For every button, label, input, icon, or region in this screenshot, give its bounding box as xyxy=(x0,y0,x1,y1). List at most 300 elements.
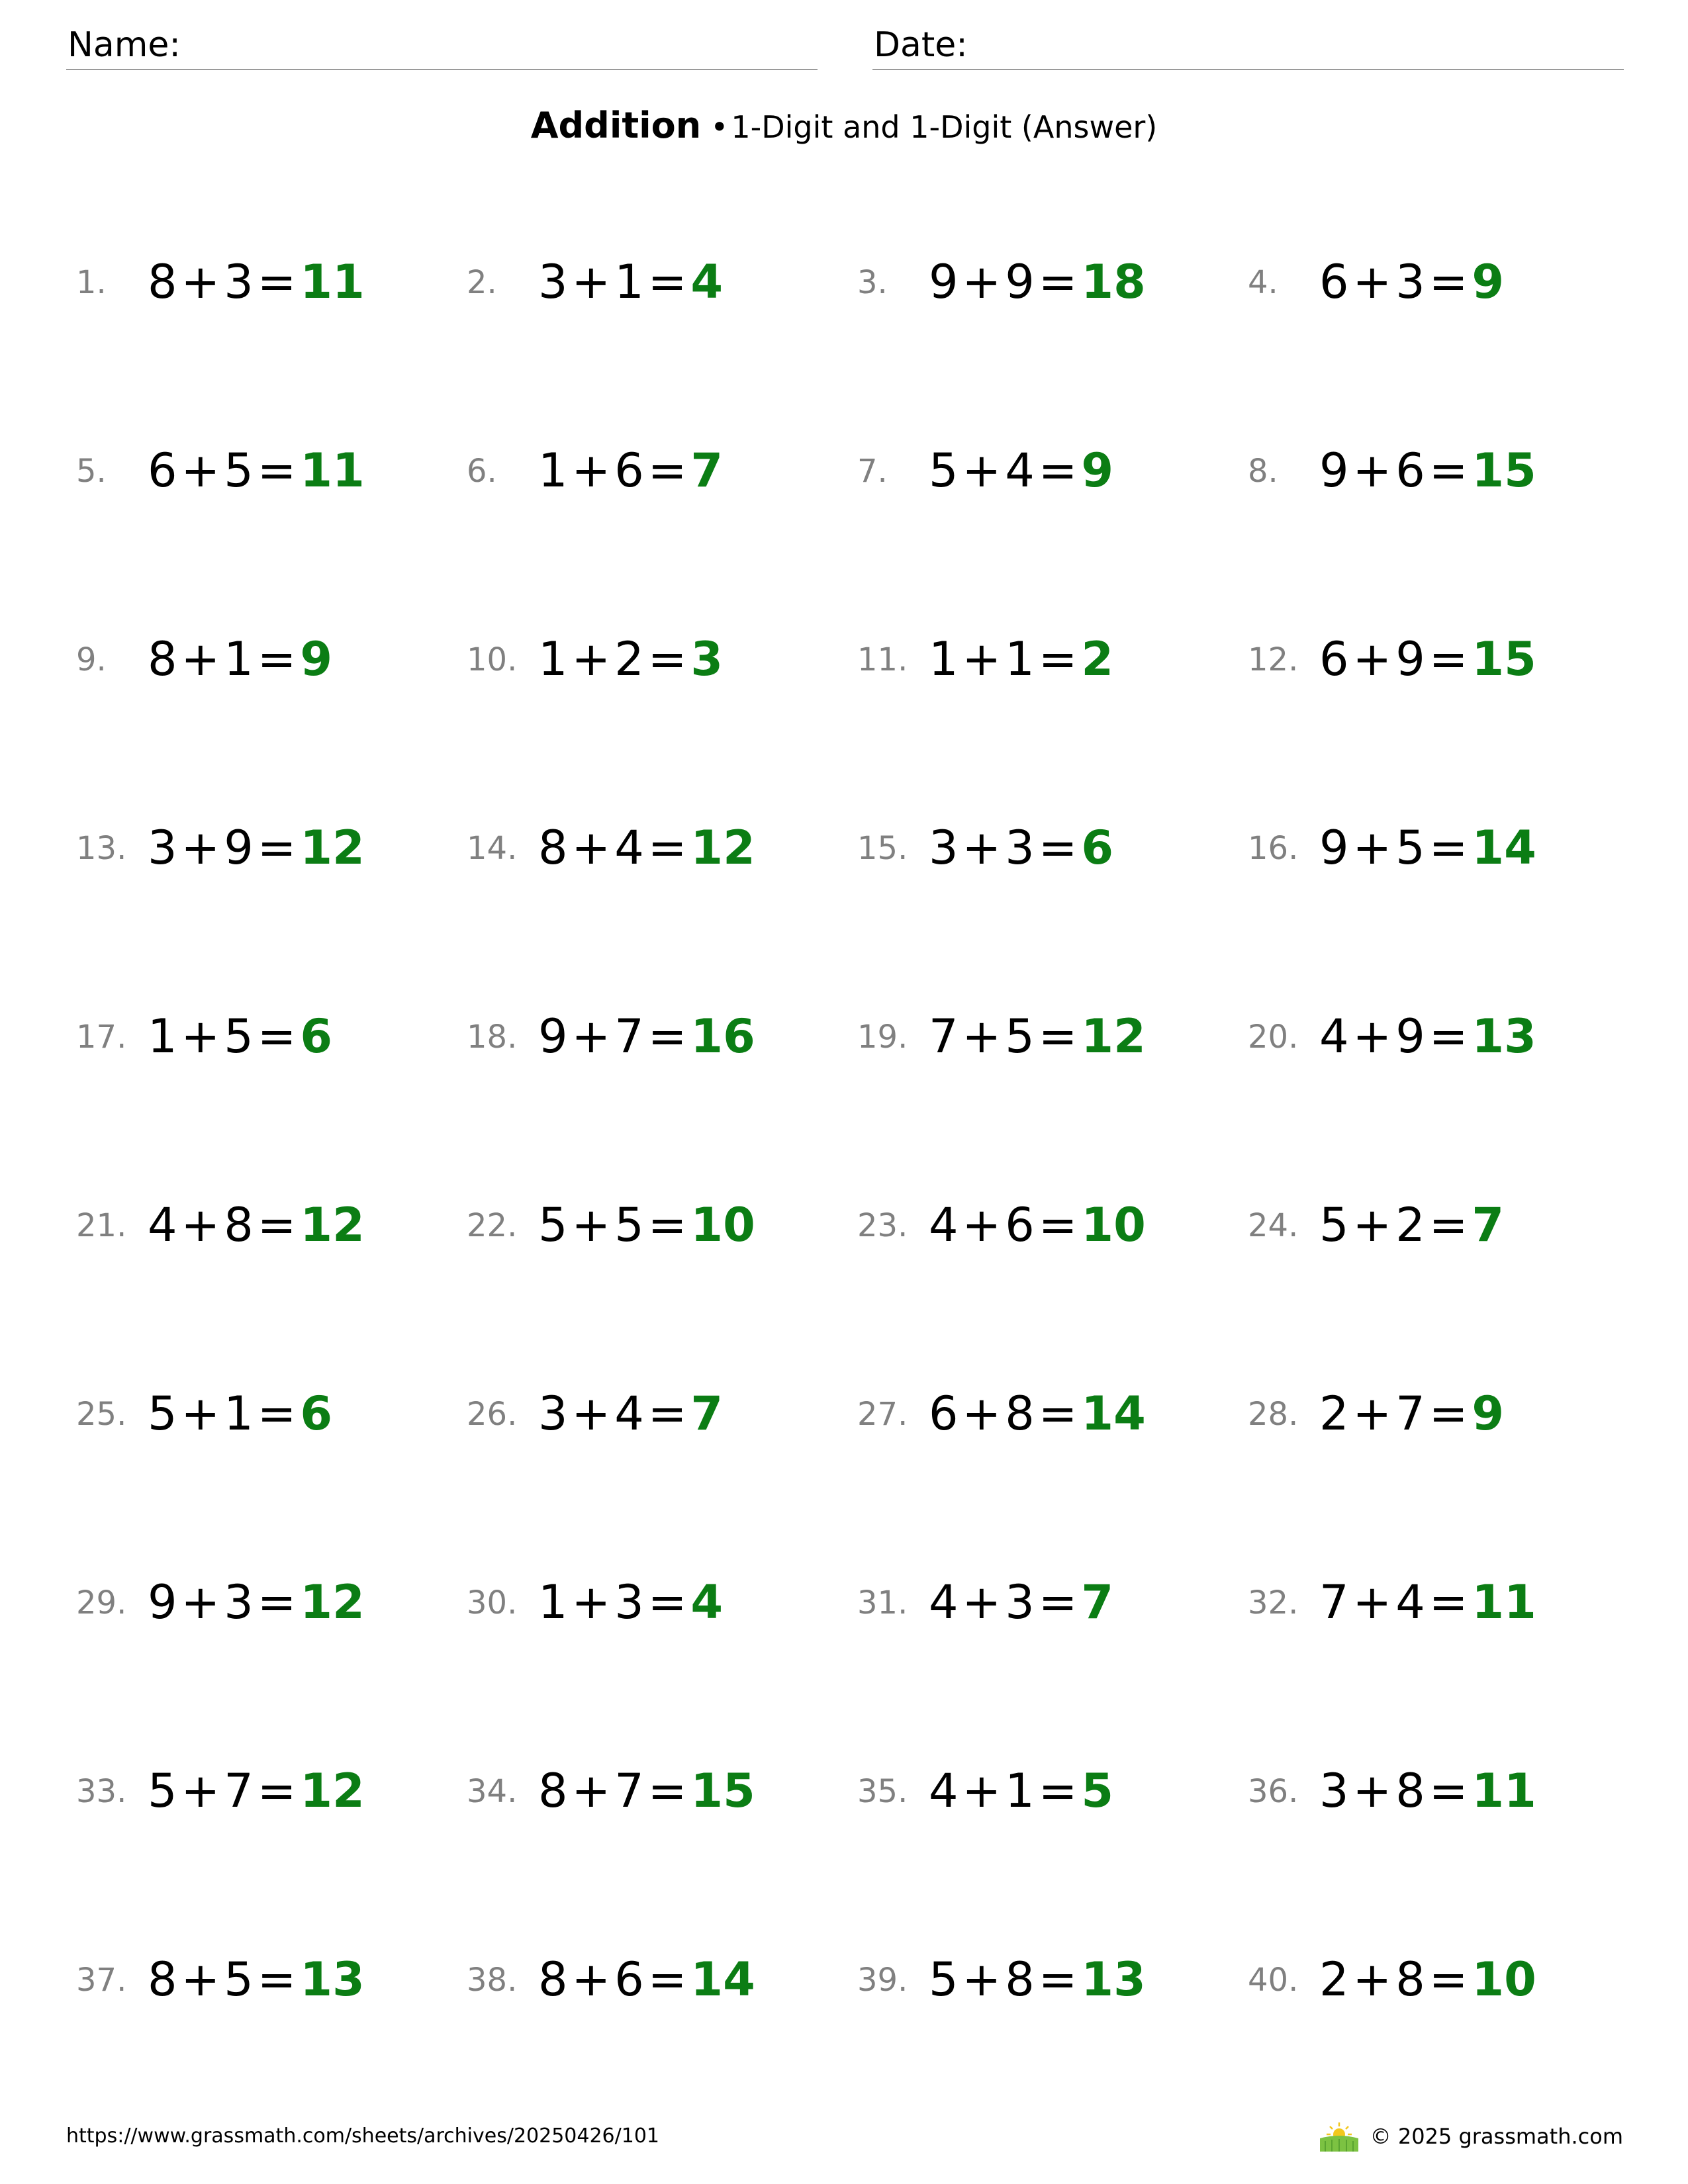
problem-number: 16. xyxy=(1248,830,1299,867)
problem-item xyxy=(857,430,1248,503)
problem-number: 31. xyxy=(857,1584,908,1621)
problem-number: 21. xyxy=(76,1207,127,1244)
problem-expression xyxy=(929,1575,1113,1629)
problem-item xyxy=(1248,1185,1638,1257)
problem-item xyxy=(76,996,467,1069)
problem-expression xyxy=(929,1952,1146,2007)
answer: 16 xyxy=(690,1009,755,1064)
addend-a: 1 xyxy=(929,632,959,686)
plus-sign: + xyxy=(962,1764,1002,1818)
problem-number: 5. xyxy=(76,453,107,490)
addend-b: 7 xyxy=(614,1764,644,1818)
equals-sign: = xyxy=(647,1575,687,1629)
plus-sign: + xyxy=(1352,1198,1392,1252)
equals-sign: = xyxy=(647,632,687,686)
problem-grid xyxy=(76,242,1638,2128)
equals-sign: = xyxy=(647,1198,687,1252)
equals-sign: = xyxy=(1429,821,1468,875)
addend-a: 9 xyxy=(1319,821,1349,875)
equals-sign: = xyxy=(1429,1009,1468,1064)
answer: 12 xyxy=(300,1764,365,1818)
footer-branding xyxy=(1317,2118,1623,2155)
answer: 7 xyxy=(1472,1198,1505,1252)
addend-a: 3 xyxy=(538,255,568,309)
answer: 9 xyxy=(1081,443,1114,498)
problem-expression xyxy=(1319,1198,1504,1252)
problem-number: 13. xyxy=(76,830,127,867)
plus-sign: + xyxy=(962,632,1002,686)
problem-number: 29. xyxy=(76,1584,127,1621)
addend-b: 4 xyxy=(1005,443,1035,498)
equals-sign: = xyxy=(1429,632,1468,686)
plus-sign: + xyxy=(181,1764,220,1818)
title-separator: • xyxy=(710,109,729,145)
answer: 3 xyxy=(690,632,724,686)
addend-b: 1 xyxy=(1005,632,1035,686)
plus-sign: + xyxy=(1352,1952,1392,2007)
equals-sign: = xyxy=(1429,1575,1468,1629)
problem-item xyxy=(76,1562,467,1635)
addend-b: 9 xyxy=(1395,632,1425,686)
problem-item xyxy=(76,1939,467,2012)
problem-expression xyxy=(538,1009,755,1064)
answer: 9 xyxy=(300,632,333,686)
addend-b: 3 xyxy=(224,1575,254,1629)
problem-expression xyxy=(1319,1952,1536,2007)
problem-number: 7. xyxy=(857,453,888,490)
plus-sign: + xyxy=(962,1009,1002,1064)
addend-b: 4 xyxy=(614,1387,644,1441)
problem-expression xyxy=(929,1764,1113,1818)
addend-a: 5 xyxy=(1319,1198,1349,1252)
problem-item xyxy=(857,242,1248,314)
addend-b: 5 xyxy=(224,1952,254,2007)
addend-a: 2 xyxy=(1319,1387,1349,1441)
problem-item xyxy=(467,1185,857,1257)
footer-url: https://www.grassmath.com/sheets/archives/20250426/101 xyxy=(66,2124,660,2148)
problem-item xyxy=(1248,1562,1638,1635)
problem-expression xyxy=(538,1198,755,1252)
problem-number: 8. xyxy=(1248,453,1278,490)
problem-item xyxy=(76,1185,467,1257)
addend-b: 8 xyxy=(1395,1952,1425,2007)
problem-number: 36. xyxy=(1248,1773,1299,1810)
addend-b: 5 xyxy=(614,1198,644,1252)
equals-sign: = xyxy=(1038,1575,1078,1629)
equals-sign: = xyxy=(1038,1198,1078,1252)
answer: 9 xyxy=(1472,255,1505,309)
problem-number: 24. xyxy=(1248,1207,1299,1244)
problem-number: 10. xyxy=(467,641,518,678)
equals-sign: = xyxy=(647,821,687,875)
answer: 6 xyxy=(1081,821,1114,875)
answer: 7 xyxy=(690,1387,724,1441)
addend-b: 2 xyxy=(614,632,644,686)
equals-sign: = xyxy=(1038,1009,1078,1064)
equals-sign: = xyxy=(1429,255,1468,309)
addend-b: 6 xyxy=(1005,1198,1035,1252)
problem-item xyxy=(76,807,467,880)
problem-expression xyxy=(538,1764,755,1818)
problem-number: 2. xyxy=(467,264,497,301)
problem-item xyxy=(857,996,1248,1069)
plus-sign: + xyxy=(571,1575,611,1629)
answer: 14 xyxy=(1081,1387,1146,1441)
answer: 4 xyxy=(690,1575,724,1629)
answer: 12 xyxy=(300,821,365,875)
problem-number: 22. xyxy=(467,1207,518,1244)
addend-a: 6 xyxy=(1319,632,1349,686)
addend-a: 3 xyxy=(148,821,177,875)
addend-b: 6 xyxy=(614,1952,644,2007)
worksheet-title xyxy=(0,105,1688,146)
problem-expression xyxy=(148,443,365,498)
addend-a: 8 xyxy=(538,821,568,875)
addend-a: 1 xyxy=(538,443,568,498)
problem-expression xyxy=(1319,821,1536,875)
answer: 14 xyxy=(690,1952,755,2007)
problem-item xyxy=(1248,1373,1638,1446)
problem-item xyxy=(467,430,857,503)
problem-number: 3. xyxy=(857,264,888,301)
plus-sign: + xyxy=(181,821,220,875)
plus-sign: + xyxy=(1352,632,1392,686)
problem-item xyxy=(76,430,467,503)
plus-sign: + xyxy=(962,1575,1002,1629)
plus-sign: + xyxy=(181,632,220,686)
problem-expression xyxy=(538,1952,755,2007)
answer: 15 xyxy=(1472,443,1536,498)
addend-b: 6 xyxy=(614,443,644,498)
plus-sign: + xyxy=(571,632,611,686)
addend-a: 8 xyxy=(148,632,177,686)
problem-number: 14. xyxy=(467,830,518,867)
equals-sign: = xyxy=(647,1009,687,1064)
plus-sign: + xyxy=(571,1764,611,1818)
equals-sign: = xyxy=(1429,1198,1468,1252)
problem-item xyxy=(76,242,467,314)
addend-a: 5 xyxy=(148,1387,177,1441)
problem-item xyxy=(467,807,857,880)
addend-a: 3 xyxy=(538,1387,568,1441)
title-subtitle: 1-Digit and 1-Digit (Answer) xyxy=(731,109,1158,145)
addend-b: 5 xyxy=(224,1009,254,1064)
equals-sign: = xyxy=(647,255,687,309)
plus-sign: + xyxy=(571,1009,611,1064)
plus-sign: + xyxy=(1352,1575,1392,1629)
problem-expression xyxy=(148,821,365,875)
problem-number: 20. xyxy=(1248,1019,1299,1056)
problem-item xyxy=(857,1751,1248,1823)
answer: 7 xyxy=(690,443,724,498)
problem-number: 11. xyxy=(857,641,908,678)
problem-number: 17. xyxy=(76,1019,127,1056)
addend-b: 5 xyxy=(1005,1009,1035,1064)
problem-item xyxy=(467,242,857,314)
problem-number: 12. xyxy=(1248,641,1299,678)
equals-sign: = xyxy=(1429,1952,1468,2007)
addend-a: 9 xyxy=(148,1575,177,1629)
answer: 13 xyxy=(300,1952,365,2007)
addend-a: 5 xyxy=(148,1764,177,1818)
addend-a: 6 xyxy=(929,1387,959,1441)
equals-sign: = xyxy=(1038,821,1078,875)
problem-item xyxy=(857,619,1248,692)
addend-a: 6 xyxy=(148,443,177,498)
addend-a: 8 xyxy=(148,1952,177,2007)
addend-a: 8 xyxy=(148,255,177,309)
problem-expression xyxy=(1319,632,1536,686)
addend-a: 5 xyxy=(538,1198,568,1252)
addend-a: 8 xyxy=(538,1952,568,2007)
problem-item xyxy=(1248,1751,1638,1823)
equals-sign: = xyxy=(257,821,297,875)
problem-item xyxy=(857,1939,1248,2012)
problem-number: 37. xyxy=(76,1962,127,1999)
problem-number: 39. xyxy=(857,1962,908,1999)
addend-b: 9 xyxy=(1395,1009,1425,1064)
answer: 10 xyxy=(1081,1198,1146,1252)
plus-sign: + xyxy=(181,255,220,309)
plus-sign: + xyxy=(962,1198,1002,1252)
equals-sign: = xyxy=(257,1198,297,1252)
answer: 12 xyxy=(300,1575,365,1629)
problem-number: 33. xyxy=(76,1773,127,1810)
answer: 13 xyxy=(1081,1952,1146,2007)
problem-item xyxy=(857,1185,1248,1257)
plus-sign: + xyxy=(571,1387,611,1441)
addend-b: 8 xyxy=(224,1198,254,1252)
equals-sign: = xyxy=(647,1952,687,2007)
answer: 5 xyxy=(1081,1764,1114,1818)
answer: 12 xyxy=(300,1198,365,1252)
plus-sign: + xyxy=(962,1387,1002,1441)
addend-a: 5 xyxy=(929,443,959,498)
addend-a: 9 xyxy=(1319,443,1349,498)
problem-expression xyxy=(929,632,1113,686)
answer: 9 xyxy=(1472,1387,1505,1441)
problem-expression xyxy=(538,443,723,498)
addend-b: 1 xyxy=(1005,1764,1035,1818)
answer: 7 xyxy=(1081,1575,1114,1629)
plus-sign: + xyxy=(181,443,220,498)
problem-expression xyxy=(1319,255,1504,309)
problem-expression xyxy=(929,255,1146,309)
equals-sign: = xyxy=(257,1952,297,2007)
addend-a: 7 xyxy=(1319,1575,1349,1629)
problem-expression xyxy=(148,1764,365,1818)
addend-b: 8 xyxy=(1005,1952,1035,2007)
plus-sign: + xyxy=(181,1198,220,1252)
problem-item xyxy=(1248,430,1638,503)
plus-sign: + xyxy=(571,443,611,498)
problem-expression xyxy=(1319,1387,1504,1441)
problem-item xyxy=(76,619,467,692)
plus-sign: + xyxy=(1352,1387,1392,1441)
plus-sign: + xyxy=(181,1387,220,1441)
plus-sign: + xyxy=(1352,443,1392,498)
addend-a: 9 xyxy=(929,255,959,309)
problem-item xyxy=(467,996,857,1069)
equals-sign: = xyxy=(1429,443,1468,498)
plus-sign: + xyxy=(571,821,611,875)
problem-number: 26. xyxy=(467,1396,518,1433)
problem-expression xyxy=(538,1387,723,1441)
plus-sign: + xyxy=(181,1009,220,1064)
answer: 2 xyxy=(1081,632,1114,686)
problem-number: 38. xyxy=(467,1962,518,1999)
problem-expression xyxy=(148,1952,365,2007)
problem-number: 28. xyxy=(1248,1396,1299,1433)
addend-a: 4 xyxy=(929,1764,959,1818)
problem-item xyxy=(467,1939,857,2012)
addend-b: 6 xyxy=(1395,443,1425,498)
addend-b: 1 xyxy=(224,1387,254,1441)
equals-sign: = xyxy=(1429,1387,1468,1441)
addend-b: 3 xyxy=(1005,821,1035,875)
plus-sign: + xyxy=(962,443,1002,498)
problem-number: 32. xyxy=(1248,1584,1299,1621)
addend-b: 9 xyxy=(1005,255,1035,309)
problem-expression xyxy=(929,1198,1146,1252)
problem-item xyxy=(857,1562,1248,1635)
addend-a: 5 xyxy=(929,1952,959,2007)
name-label: Name: xyxy=(68,25,181,65)
grass-sun-logo-icon xyxy=(1317,2120,1361,2153)
problem-number: 6. xyxy=(467,453,497,490)
answer: 12 xyxy=(690,821,755,875)
plus-sign: + xyxy=(1352,1009,1392,1064)
problem-expression xyxy=(538,255,723,309)
addend-a: 1 xyxy=(538,632,568,686)
problem-item xyxy=(76,1751,467,1823)
date-label: Date: xyxy=(874,25,968,65)
addend-a: 4 xyxy=(148,1198,177,1252)
addend-b: 9 xyxy=(224,821,254,875)
problem-number: 23. xyxy=(857,1207,908,1244)
plus-sign: + xyxy=(571,1198,611,1252)
plus-sign: + xyxy=(1352,1764,1392,1818)
addend-b: 7 xyxy=(614,1009,644,1064)
addend-b: 4 xyxy=(614,821,644,875)
name-field[interactable] xyxy=(66,23,818,70)
problem-number: 40. xyxy=(1248,1962,1299,1999)
answer: 10 xyxy=(690,1198,755,1252)
addend-b: 4 xyxy=(1395,1575,1425,1629)
answer: 15 xyxy=(690,1764,755,1818)
addend-a: 2 xyxy=(1319,1952,1349,2007)
plus-sign: + xyxy=(571,1952,611,2007)
problem-expression xyxy=(538,632,723,686)
equals-sign: = xyxy=(257,1387,297,1441)
equals-sign: = xyxy=(257,1575,297,1629)
equals-sign: = xyxy=(257,255,297,309)
date-field[interactable] xyxy=(872,23,1624,70)
problem-item xyxy=(1248,807,1638,880)
addend-b: 5 xyxy=(224,443,254,498)
problem-expression xyxy=(1319,1575,1536,1629)
plus-sign: + xyxy=(962,1952,1002,2007)
answer: 15 xyxy=(1472,632,1536,686)
answer: 6 xyxy=(300,1009,333,1064)
equals-sign: = xyxy=(1038,1387,1078,1441)
addend-b: 3 xyxy=(1395,255,1425,309)
addend-a: 3 xyxy=(929,821,959,875)
problem-number: 19. xyxy=(857,1019,908,1056)
problem-item xyxy=(467,1751,857,1823)
answer: 4 xyxy=(690,255,724,309)
equals-sign: = xyxy=(257,1764,297,1818)
equals-sign: = xyxy=(647,1764,687,1818)
problem-number: 1. xyxy=(76,264,107,301)
addend-b: 1 xyxy=(614,255,644,309)
answer: 11 xyxy=(1472,1575,1536,1629)
problem-item xyxy=(1248,242,1638,314)
equals-sign: = xyxy=(1038,443,1078,498)
plus-sign: + xyxy=(181,1575,220,1629)
plus-sign: + xyxy=(962,821,1002,875)
equals-sign: = xyxy=(647,443,687,498)
plus-sign: + xyxy=(1352,821,1392,875)
addend-b: 8 xyxy=(1395,1764,1425,1818)
addend-a: 6 xyxy=(1319,255,1349,309)
addend-a: 4 xyxy=(1319,1009,1349,1064)
addend-a: 7 xyxy=(929,1009,959,1064)
footer-copyright: © 2025 grassmath.com xyxy=(1370,2124,1623,2149)
addend-a: 4 xyxy=(929,1198,959,1252)
problem-expression xyxy=(1319,443,1536,498)
problem-expression xyxy=(1319,1009,1536,1064)
answer: 6 xyxy=(300,1387,333,1441)
problem-item xyxy=(467,1373,857,1446)
addend-a: 8 xyxy=(538,1764,568,1818)
answer: 14 xyxy=(1472,821,1536,875)
equals-sign: = xyxy=(257,632,297,686)
equals-sign: = xyxy=(1038,632,1078,686)
plus-sign: + xyxy=(1352,255,1392,309)
problem-item xyxy=(467,1562,857,1635)
problem-expression xyxy=(148,255,365,309)
problem-expression xyxy=(929,1009,1146,1064)
problem-expression xyxy=(148,632,332,686)
problem-expression xyxy=(538,821,755,875)
problem-number: 35. xyxy=(857,1773,908,1810)
answer: 12 xyxy=(1081,1009,1146,1064)
problem-item xyxy=(1248,996,1638,1069)
addend-a: 1 xyxy=(148,1009,177,1064)
addend-b: 2 xyxy=(1395,1198,1425,1252)
problem-item xyxy=(857,1373,1248,1446)
problem-item xyxy=(467,619,857,692)
answer: 11 xyxy=(1472,1764,1536,1818)
addend-b: 8 xyxy=(1005,1387,1035,1441)
problem-expression xyxy=(929,1387,1146,1441)
addend-b: 7 xyxy=(224,1764,254,1818)
problem-number: 25. xyxy=(76,1396,127,1433)
problem-number: 15. xyxy=(857,830,908,867)
answer: 13 xyxy=(1472,1009,1536,1064)
equals-sign: = xyxy=(1038,1764,1078,1818)
addend-b: 7 xyxy=(1395,1387,1425,1441)
addend-b: 1 xyxy=(224,632,254,686)
equals-sign: = xyxy=(257,1009,297,1064)
problem-item xyxy=(1248,1939,1638,2012)
equals-sign: = xyxy=(257,443,297,498)
plus-sign: + xyxy=(962,255,1002,309)
answer: 10 xyxy=(1472,1952,1536,2007)
equals-sign: = xyxy=(647,1387,687,1441)
answer: 11 xyxy=(300,255,365,309)
